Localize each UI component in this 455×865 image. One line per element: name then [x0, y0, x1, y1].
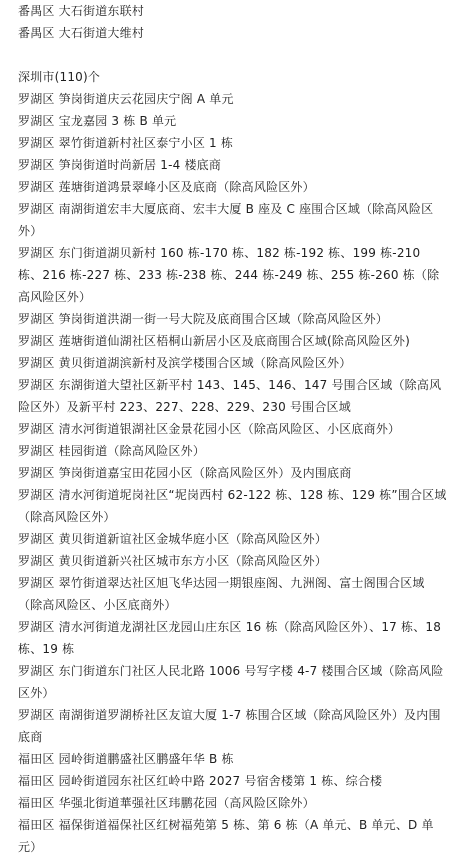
list-item: 罗湖区 翠竹街道翠达社区旭飞华达园一期银座阁、九洲阁、富士阁围合区域（除高风险区、小区底商外） — [18, 576, 425, 612]
list-item: 福田区 园岭街道鹏盛社区鹏盛年华 B 栋 — [18, 752, 234, 766]
list-item: 罗湖区 清水河街道银湖社区金景花园小区（除高风险区、小区底商外） — [18, 422, 401, 436]
section-heading: 深圳市(110)个 — [18, 70, 101, 84]
list-item: 罗湖区 东湖街道大望社区新平村 143、145、146、147 号围合区域（除高风险区外）及新平村 223、227、228、229、230 号围合区域 — [18, 378, 442, 414]
list-item: 罗湖区 黄贝街道湖滨新村及滨学楼围合区域（除高风险区外） — [18, 356, 352, 370]
list-item: 番禺区 大石街道东联村 — [18, 4, 145, 18]
blank-line — [18, 44, 447, 66]
list-item: 福田区 华强北街道華强社区玮鹏花园（高风险区除外） — [18, 796, 315, 810]
list-item: 罗湖区 东门街道东门社区人民北路 1006 号写字楼 4-7 楼围合区域（除高风险区外） — [18, 664, 444, 700]
list-item: 罗湖区 宝龙嘉园 3 栋 B 单元 — [18, 114, 177, 128]
list-item: 罗湖区 东门街道湖贝新村 160 栋-170 栋、182 栋-192 栋、199 栋-210 栋、216 栋-227 栋、233 栋-238 栋、244 栋-249 栋、255 栋-260 栋（除高风险区外） — [18, 246, 440, 304]
list-item: 罗湖区 笋岗街道时尚新居 1-4 楼底商 — [18, 158, 222, 172]
list-item: 罗湖区 莲塘街道鸿景翠峰小区及底商（除高风险区外） — [18, 180, 315, 194]
list-item: 罗湖区 南湖街道罗湖桥社区友谊大厦 1-7 栋围合区域（除高风险区外）及内围底商 — [18, 708, 441, 744]
list-item: 罗湖区 桂园街道（除高风险区外） — [18, 444, 206, 458]
list-item: 罗湖区 清水河街道坭岗社区“坭岗西村 62-122 栋、128 栋、129 栋”围合区域（除高风险区外） — [18, 488, 447, 524]
list-item: 福田区 福保街道福保社区红树福苑第 5 栋、第 6 栋（A 单元、B 单元、D 单元） — [18, 818, 434, 854]
list-item: 罗湖区 黄贝街道新谊社区金城华庭小区（除高风险区外） — [18, 532, 328, 546]
list-item: 番禺区 大石街道大维村 — [18, 26, 145, 40]
list-item: 罗湖区 翠竹街道新村社区泰宁小区 1 栋 — [18, 136, 234, 150]
list-item: 罗湖区 莲塘街道仙湖社区梧桐山新居小区及底商围合区域(除高风险区外) — [18, 334, 410, 348]
list-item: 罗湖区 笋岗街道嘉宝田花园小区（除高风险区外）及内围底商 — [18, 466, 352, 480]
list-item: 罗湖区 黄贝街道新兴社区城市东方小区（除高风险区外） — [18, 554, 328, 568]
list-item: 罗湖区 南湖街道宏丰大厦底商、宏丰大厦 B 座及 C 座围合区域（除高风险区外） — [18, 202, 434, 238]
list-item: 福田区 园岭街道园东社区红岭中路 2027 号宿舍楼第 1 栋、综合楼 — [18, 774, 383, 788]
list-item: 罗湖区 清水河街道龙湖社区龙园山庄东区 16 栋（除高风险区外）、17 栋、18 栋、19 栋 — [18, 620, 442, 656]
list-item: 罗湖区 笋岗街道庆云花园庆宁阁 A 单元 — [18, 92, 234, 106]
list-item: 罗湖区 笋岗街道洪湖一街一号大院及底商围合区域（除高风险区外） — [18, 312, 389, 326]
